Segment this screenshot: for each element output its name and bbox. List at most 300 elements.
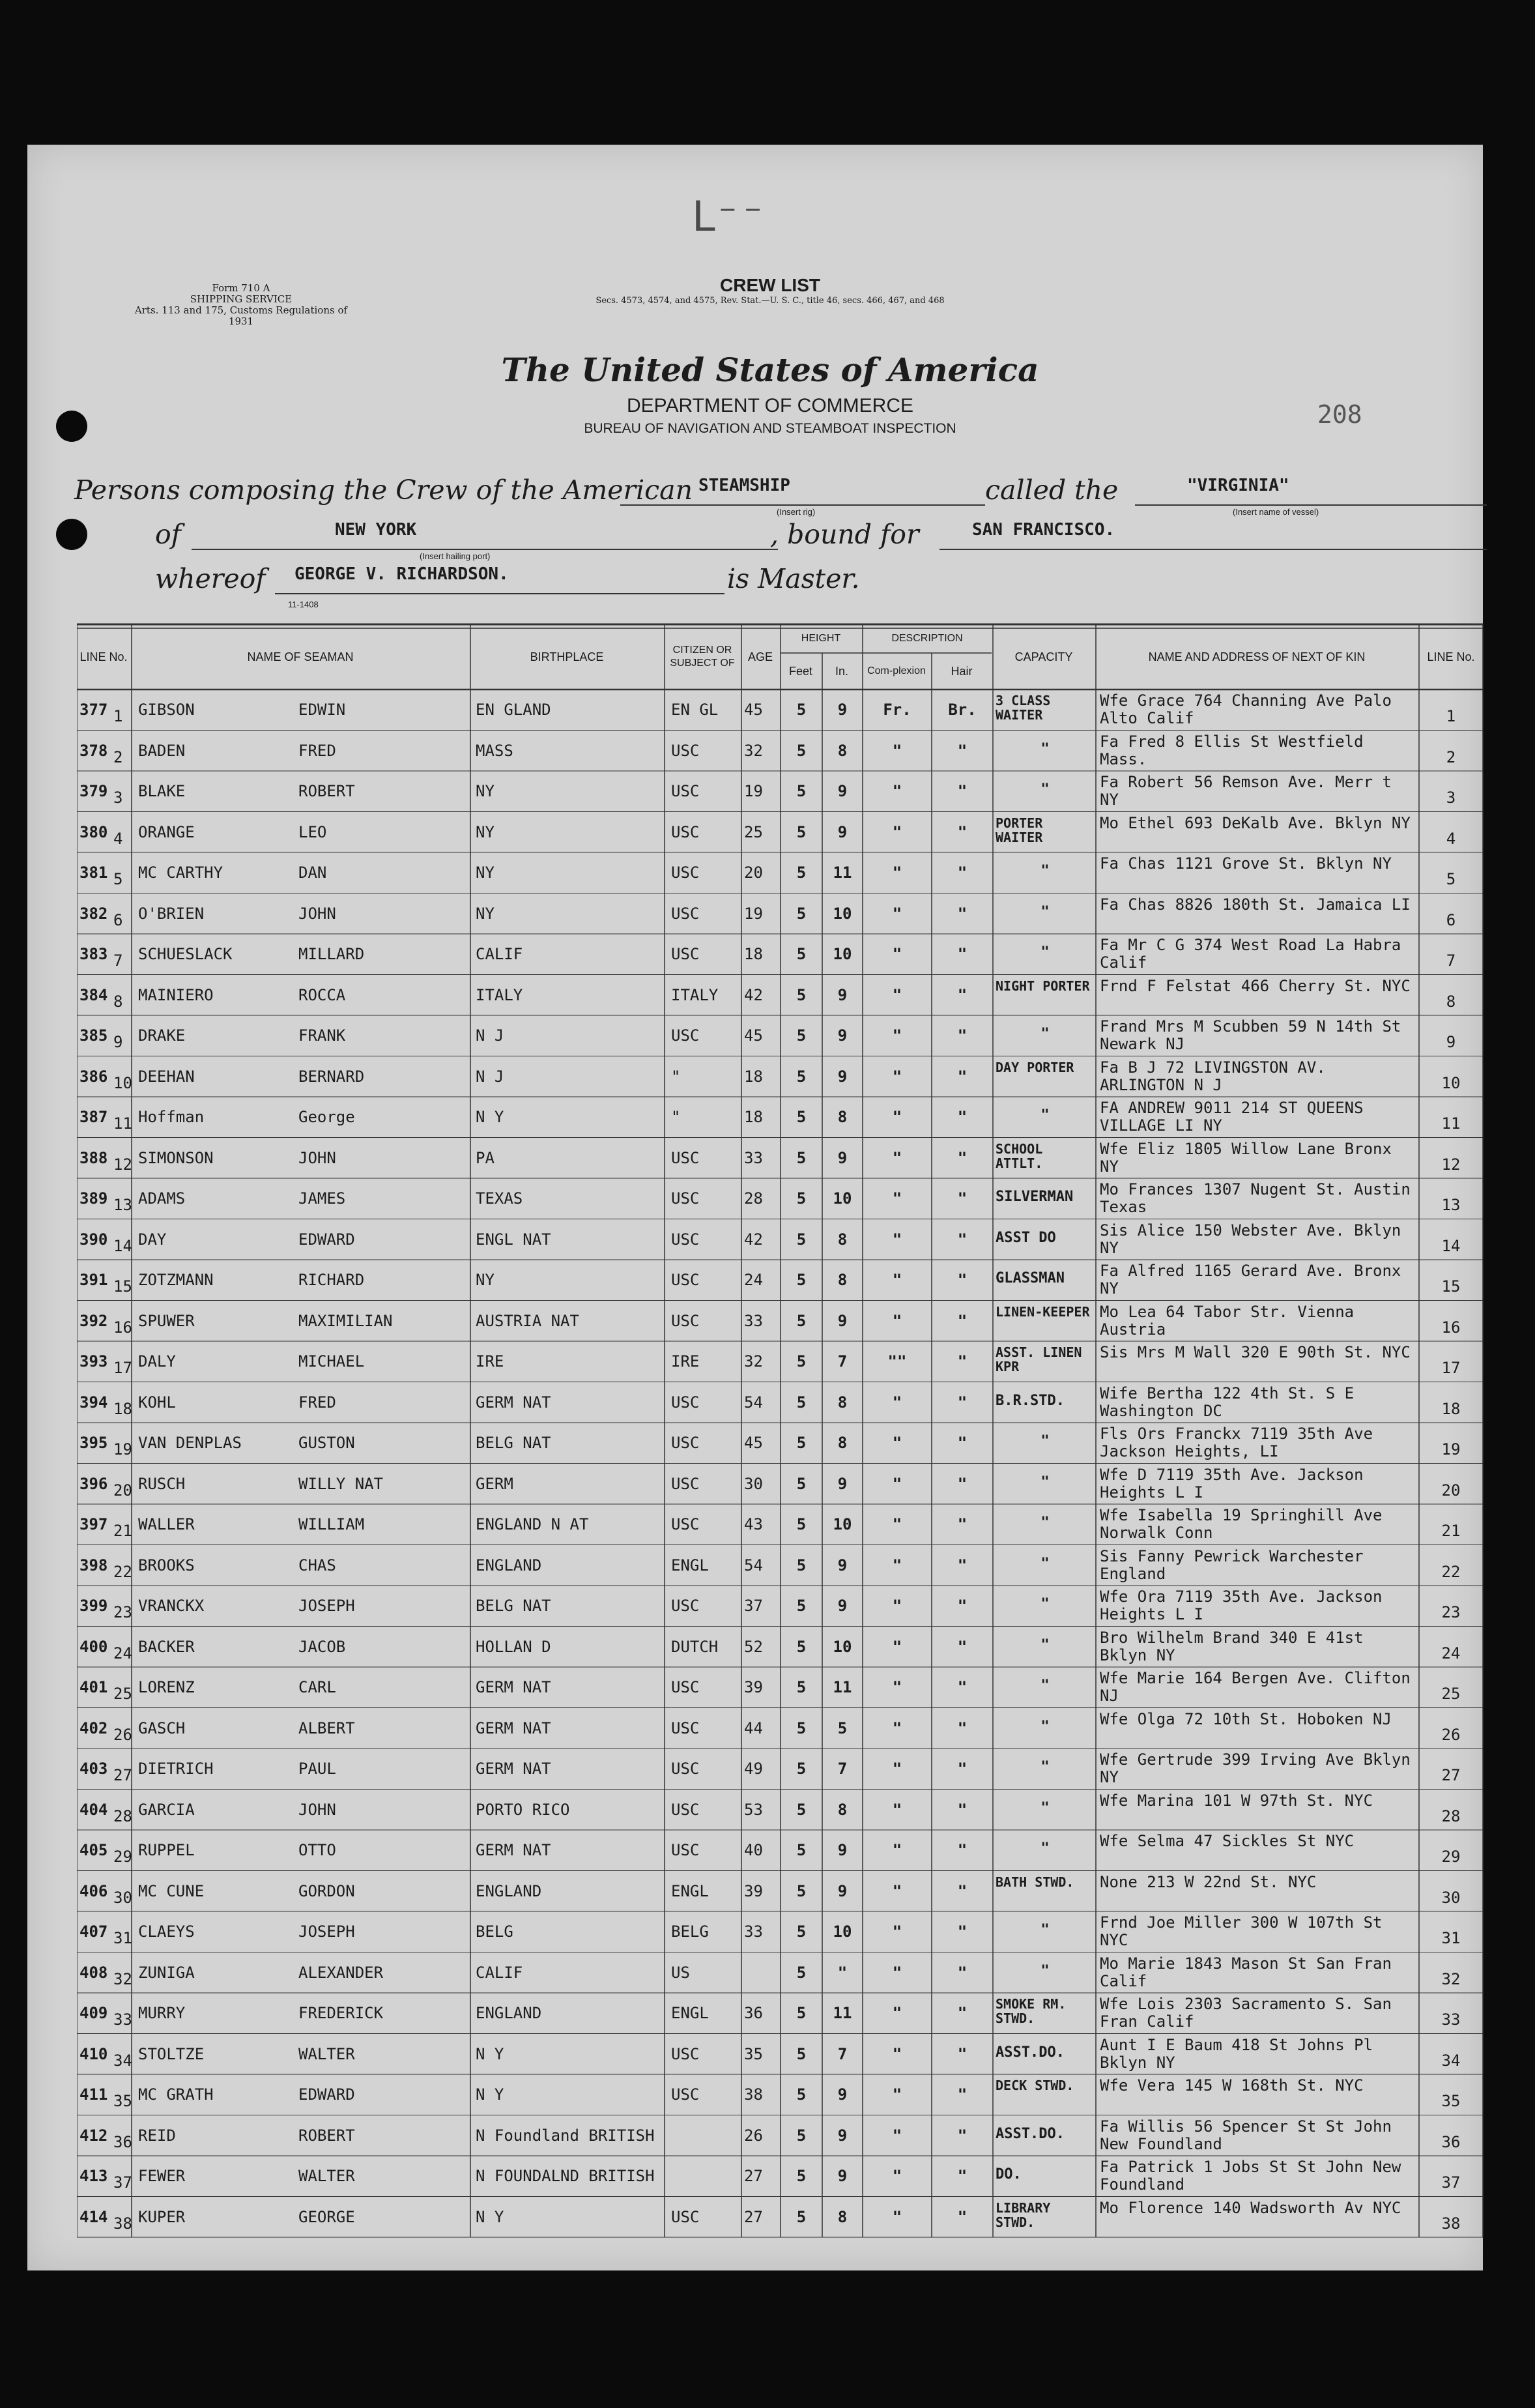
seaman-age: 43 [744,1516,763,1533]
seaman-complexion: " [892,1230,902,1248]
col-header-capacity: CAPACITY [1014,650,1073,663]
seaman-birthplace: GERM NAT [476,1393,551,1411]
seaman-birthplace: GERM NAT [476,1760,551,1777]
seaman-given-name: ALBERT [298,1719,355,1737]
seaman-hair: " [957,1719,968,1737]
row-line-no-right: 7 [1446,952,1456,969]
next-of-kin: Frnd Joe Miller 300 W 107th St NYC [1100,1914,1383,1949]
seaman-birthplace: PORTO RICO [476,1801,570,1818]
next-of-kin: Fa Chas 1121 Grove St. Bklyn NY [1100,855,1392,873]
row-serial: 413 [79,2168,108,2184]
seaman-citizenship: USC [671,1149,700,1167]
crew-list-title-block [588,275,953,306]
row-serial: 384 [79,986,108,1004]
row-serial: 393 [79,1353,108,1370]
statute-reference: Secs. 4573, 4574, and 4575, Rev. Stat.—U. S. C., title 46, secs. 466, 467, and 468 [595,296,945,306]
row-serial: 387 [79,1109,108,1125]
seaman-capacity: SILVERMAN [996,1190,1074,1205]
row-serial: 390 [79,1230,108,1248]
page-number: 208 [1317,400,1362,429]
seaman-birthplace: ENGLAND [476,1556,542,1574]
seaman-birthplace: N FOUNDALND BRITISH [476,2168,655,2184]
seaman-height-inches: 7 [837,1760,848,1777]
seaman-citizenship: USC [671,823,700,841]
row-line-no: 28 [113,1807,132,1825]
next-of-kin: Wfe Vera 145 W 168th St. NYC [1100,2077,1364,2095]
seaman-age: 30 [744,1475,763,1492]
next-of-kin: Sis Mrs M Wall 320 E 90th St. NYC [1100,1344,1411,1361]
seaman-birthplace: N Y [476,1109,504,1125]
seaman-given-name: EDWIN [298,701,346,718]
row-serial: 399 [79,1597,108,1614]
next-of-kin: Mo Ethel 693 DeKalb Ave. Bklyn NY [1100,814,1411,832]
seaman-hair: " [957,2086,968,2103]
row-serial: 379 [79,783,108,800]
seaman-surname: DALY [138,1353,176,1370]
seaman-citizenship: USC [671,1027,700,1044]
seaman-citizenship: USC [671,1760,700,1777]
punch-hole [56,411,87,442]
seaman-age: 18 [744,946,763,963]
row-line-no-right: 6 [1446,911,1456,929]
seaman-citizenship: USC [671,1230,700,1248]
seaman-surname: MURRY [138,2005,186,2022]
crew-list-document [27,145,1483,2270]
seaman-given-name: EDWARD [298,2086,355,2103]
seaman-height-feet: 5 [796,2126,807,2144]
seaman-citizenship: USC [671,905,700,922]
seaman-hair: " [957,1556,968,1574]
seaman-height-inches: 8 [837,1801,848,1818]
seaman-given-name: ROBERT [298,783,355,800]
seaman-citizenship: ITALY [671,986,719,1004]
row-line-no: 9 [113,1034,123,1051]
seaman-hair: " [957,1597,968,1614]
seaman-height-inches: 7 [837,1353,848,1370]
row-line-no: 21 [113,1522,132,1539]
row-line-no-right: 11 [1441,1115,1461,1132]
seaman-complexion: " [892,1719,902,1737]
seaman-hair: " [957,1679,968,1696]
seaman-complexion: " [892,1516,902,1533]
row-line-no: 2 [113,748,123,766]
seaman-hair: " [957,1230,968,1248]
row-serial: 394 [79,1393,108,1411]
seaman-age: 52 [744,1638,763,1655]
seaman-surname: LORENZ [138,1679,195,1696]
row-line-no-right: 17 [1441,1359,1461,1376]
row-line-no-right: 8 [1446,993,1456,1010]
seaman-capacity: " [1040,1475,1050,1490]
col-header-feet: Feet [788,665,813,678]
seaman-hair: " [957,1760,968,1777]
seaman-complexion: " [892,1597,902,1614]
seaman-citizenship: USC [671,742,700,759]
seaman-hair: " [957,823,968,841]
seaman-hair: " [957,1027,968,1044]
seaman-height-inches: 10 [833,946,852,963]
seaman-height-inches: 9 [837,2086,848,2103]
seaman-citizenship: USC [671,1271,700,1288]
seaman-citizenship: USC [671,1597,700,1614]
seaman-birthplace: ENGLAND N AT [476,1516,589,1533]
seaman-capacity: " [1040,1516,1050,1531]
seaman-given-name: BERNARD [298,1067,365,1085]
seaman-age: 33 [744,1149,763,1167]
next-of-kin: Wfe Isabella 19 Springhill Ave Norwalk Conn [1100,1507,1383,1542]
seaman-age: 39 [744,1882,763,1900]
seaman-capacity: " [1040,1719,1050,1735]
seaman-surname: BADEN [138,742,186,759]
row-line-no-right: 35 [1441,2093,1461,2110]
row-line-no-right: 14 [1441,1237,1461,1255]
seaman-capacity: ASST.DO. [996,2045,1065,2061]
seaman-height-feet: 5 [796,1719,807,1737]
next-of-kin: Wfe Gertrude 399 Irving Ave Bklyn NY [1100,1751,1411,1786]
seaman-surname: BACKER [138,1638,195,1655]
seaman-height-inches: 8 [837,1230,848,1248]
seaman-capacity: DO. [996,2168,1022,2183]
seaman-given-name: JOHN [298,905,336,922]
seaman-complexion: " [892,1882,902,1900]
seaman-complexion: " [892,783,902,800]
seaman-complexion: " [892,2126,902,2144]
seaman-citizenship: IRE [671,1353,700,1370]
seaman-complexion: " [892,946,902,963]
row-serial: 377 [79,701,108,718]
seaman-height-inches: 8 [837,1271,848,1288]
home-port-hint: (Insert hailing port) [420,551,491,561]
seaman-birthplace: NY [476,864,495,881]
row-line-no-right: 10 [1441,1074,1461,1092]
is-master-label: is Master. [727,563,860,594]
seaman-height-inches: 8 [837,1434,848,1451]
row-line-no-right: 31 [1441,1930,1461,1947]
row-line-no: 10 [113,1074,132,1092]
seaman-age: 28 [744,1190,763,1207]
row-serial: 382 [79,905,108,922]
col-header-citizen: CITIZEN OR SUBJECT OF [670,645,735,669]
seaman-surname: RUPPEL [138,1842,195,1859]
seaman-capacity: DAY PORTER [996,1060,1074,1075]
seaman-hair: " [957,1923,968,1940]
seaman-hair: " [957,905,968,922]
seaman-birthplace: PA [476,1149,495,1167]
next-of-kin: Wfe Lois 2303 Sacramento S. San Fran Calif [1100,1995,1392,2031]
seaman-complexion: " [892,1434,902,1451]
seaman-birthplace: NY [476,823,495,841]
seaman-hair: " [957,1271,968,1288]
seaman-age: 45 [744,1434,763,1451]
seaman-capacity: " [1040,905,1050,920]
seaman-birthplace: GERM NAT [476,1842,551,1859]
seaman-birthplace: MASS [476,742,513,759]
seaman-complexion: " [892,2086,902,2103]
seaman-height-feet: 5 [796,1923,807,1940]
seaman-height-inches: 9 [837,783,848,800]
seaman-surname: STOLTZE [138,2045,205,2063]
next-of-kin: Fa Patrick 1 Jobs St St John New Foundland [1100,2158,1401,2194]
seaman-height-inches: 8 [837,1393,848,1411]
seaman-citizenship: USC [671,864,700,881]
seaman-height-inches: " [837,1964,848,1981]
next-of-kin: Fa Fred 8 Ellis St Westfield Mass. [1100,733,1364,768]
country-title: The United States of America [501,351,1039,389]
seaman-given-name: MAXIMILIAN [298,1312,393,1329]
seaman-height-feet: 5 [796,2086,807,2103]
seaman-capacity: 3 CLASS WAITER [996,693,1051,723]
seaman-age: 42 [744,1230,763,1248]
seaman-capacity: LIBRARY STWD. [996,2200,1051,2230]
seaman-hair: " [957,2045,968,2063]
col-header-height: HEIGHT [801,633,841,644]
seaman-surname: GIBSON [138,701,195,718]
row-line-no: 13 [113,1197,132,1213]
seaman-given-name: FRED [298,742,336,759]
seaman-height-feet: 5 [796,2005,807,2022]
next-of-kin: Wfe Eliz 1805 Willow Lane Bronx NY [1100,1140,1392,1176]
seaman-age: 18 [744,1109,763,1125]
seaman-citizenship: " [671,1067,681,1085]
seaman-height-feet: 5 [796,1801,807,1818]
seaman-given-name: EDWARD [298,1230,355,1248]
seaman-capacity: " [1040,1434,1050,1449]
row-line-no: 15 [113,1278,132,1295]
next-of-kin: FA ANDREW 9011 214 ST QUEENS VILLAGE LI NY [1100,1099,1364,1135]
seaman-birthplace: N J [476,1027,504,1044]
seaman-citizenship: USC [671,1719,700,1737]
row-line-no: 18 [113,1400,132,1417]
seaman-hair: " [957,1638,968,1655]
seaman-given-name: CARL [298,1679,336,1696]
seaman-height-inches: 10 [833,1923,852,1940]
seaman-height-feet: 5 [796,1964,807,1981]
seaman-complexion: " [892,1964,902,1981]
seaman-surname: Hoffman [138,1109,205,1125]
seaman-given-name: FRANK [298,1027,346,1044]
seaman-capacity: " [1040,1109,1050,1124]
seaman-given-name: JOSEPH [298,1923,355,1940]
seaman-complexion: " [892,1923,902,1940]
row-line-no: 32 [113,1970,132,1988]
seaman-capacity: " [1040,1923,1050,1938]
seaman-height-feet: 5 [796,1556,807,1574]
row-line-no: 38 [113,2214,132,2232]
seaman-birthplace: IRE [476,1353,504,1370]
seaman-given-name: MILLARD [298,946,365,963]
seaman-citizenship: USC [671,1679,700,1696]
seaman-capacity: BATH STWD. [996,1874,1074,1890]
home-port-field [192,520,778,561]
row-line-no-right: 34 [1441,2052,1461,2069]
seaman-hair: " [957,1149,968,1167]
seaman-height-feet: 5 [796,1516,807,1533]
seaman-height-feet: 5 [796,1882,807,1900]
col-header-next-of-kin: NAME AND ADDRESS OF NEXT OF KIN [1148,650,1366,663]
seaman-given-name: George [298,1109,355,1125]
row-serial: 407 [79,1923,108,1940]
seaman-birthplace: TEXAS [476,1190,523,1207]
row-line-no-right: 21 [1441,1522,1461,1539]
seaman-height-feet: 5 [796,1190,807,1207]
seaman-height-feet: 5 [796,2208,807,2226]
seaman-age: 32 [744,742,763,759]
row-line-no: 11 [113,1115,132,1132]
seaman-age: 25 [744,823,763,841]
next-of-kin: Mo Florence 140 Wadsworth Av NYC [1100,2199,1401,2217]
seaman-citizenship: EN GL [671,701,719,718]
seaman-complexion: " [892,1556,902,1574]
crew-list-title: CREW LIST [720,275,820,295]
seaman-complexion: " [892,823,902,841]
seaman-age: 33 [744,1923,763,1940]
next-of-kin: Fa Alfred 1165 Gerard Ave. Bronx NY [1100,1262,1401,1298]
next-of-kin: Bro Wilhelm Brand 340 E 41st Bklyn NY [1100,1629,1364,1664]
vessel-hint: (Insert name of vessel) [1233,507,1319,517]
row-line-no: 29 [113,1848,132,1865]
seaman-age: 54 [744,1556,763,1574]
seaman-birthplace: N Foundland BRITISH [476,2126,655,2144]
seaman-surname: DAY [138,1230,167,1248]
seaman-hair: " [957,946,968,963]
row-line-no-right: 3 [1446,789,1456,806]
seaman-given-name: WILLIAM [298,1516,365,1533]
seaman-height-inches: 9 [837,986,848,1004]
seaman-capacity: " [1040,864,1050,879]
seaman-height-feet: 5 [796,1312,807,1329]
row-line-no: 35 [113,2093,132,2110]
row-line-no: 34 [113,2052,132,2069]
seaman-surname: SIMONSON [138,1149,214,1167]
punch-hole [56,519,87,550]
seaman-birthplace: NY [476,905,495,922]
seaman-height-inches: 9 [837,1067,848,1085]
seaman-complexion: " [892,2005,902,2022]
seaman-capacity: SMOKE RM. STWD. [996,1997,1067,2026]
seaman-height-inches: 9 [837,1556,848,1574]
row-line-no-right: 29 [1441,1848,1461,1865]
stamp-mark: ᒪ⁻⁻ [692,193,766,241]
seaman-given-name: ALEXANDER [298,1964,384,1981]
row-line-no: 30 [113,1889,132,1906]
row-serial: 404 [79,1801,108,1818]
row-line-no: 20 [113,1481,132,1499]
seaman-age: 32 [744,1353,763,1370]
seaman-birthplace: ENGL NAT [476,1230,551,1248]
seaman-given-name: GORDON [298,1882,355,1900]
seaman-height-feet: 5 [796,1149,807,1167]
row-serial: 405 [79,1842,108,1859]
seaman-surname: WALLER [138,1516,195,1533]
row-serial: 403 [79,1760,108,1777]
seaman-hair: " [957,1353,968,1370]
crew-table [77,619,1484,2242]
seaman-hair: " [957,2168,968,2184]
seaman-height-feet: 5 [796,1679,807,1696]
seaman-birthplace: AUSTRIA NAT [476,1312,579,1329]
seaman-citizenship: DUTCH [671,1638,719,1655]
seaman-height-feet: 5 [796,1842,807,1859]
row-serial: 414 [79,2208,108,2226]
seaman-height-feet: 5 [796,864,807,881]
row-serial: 400 [79,1638,108,1655]
row-line-no-right: 25 [1441,1685,1461,1702]
seaman-given-name: FRED [298,1393,336,1411]
seaman-capacity: NIGHT PORTER [996,978,1090,994]
seaman-complexion: " [892,1475,902,1492]
seaman-given-name: LEO [298,823,327,841]
seaman-capacity: LINEN-KEEPER [996,1304,1090,1320]
seaman-hair: " [957,1312,968,1329]
seaman-capacity: PORTER WAITER [996,815,1043,845]
seaman-height-inches: 8 [837,742,848,759]
rig-hint: (Insert rig) [777,507,816,517]
seaman-citizenship: USC [671,1801,700,1818]
seaman-surname: MC GRATH [138,2086,214,2103]
seaman-capacity: " [1040,1556,1050,1572]
seaman-height-inches: 9 [837,1312,848,1329]
row-serial: 408 [79,1964,108,1981]
seaman-height-feet: 5 [796,1475,807,1492]
seaman-height-inches: 9 [837,1149,848,1167]
row-serial: 378 [79,742,108,759]
row-line-no: 33 [113,2011,132,2028]
row-line-no-right: 27 [1441,1767,1461,1784]
row-serial: 389 [79,1190,108,1207]
seaman-given-name: JOHN [298,1801,336,1818]
col-header-age: AGE [747,650,773,663]
seaman-hair: " [957,864,968,881]
seaman-height-inches: 9 [837,701,848,718]
next-of-kin: Wfe Selma 47 Sickles St NYC [1100,1833,1355,1850]
col-header-line-no-right: LINE No. [1427,650,1475,663]
row-line-no: 24 [113,1644,132,1662]
row-line-no: 37 [113,2174,132,2191]
row-serial: 409 [79,2005,108,2022]
seaman-citizenship: BELG [671,1923,709,1940]
seaman-given-name: JOSEPH [298,1597,355,1614]
seaman-capacity: DECK STWD. [996,2078,1074,2093]
seaman-capacity: ASST.DO. [996,2126,1065,2142]
seaman-given-name: CHAS [298,1556,336,1574]
seaman-height-feet: 5 [796,1109,807,1125]
seaman-surname: MC CARTHY [138,864,223,881]
seaman-hair: " [957,1882,968,1900]
seaman-height-inches: 9 [837,823,848,841]
row-line-no-right: 37 [1441,2174,1461,2191]
print-code: 11-1408 [288,600,319,609]
seaman-capacity: " [1040,1964,1050,1979]
row-line-no: 8 [113,993,123,1010]
form-service: SHIPPING SERVICE [190,293,293,305]
seaman-complexion: " [892,1027,902,1044]
next-of-kin: Fa Robert 56 Remson Ave. Merr t NY [1100,774,1392,809]
destination-field [940,520,1487,550]
next-of-kin: Aunt I E Baum 418 St Johns Pl Bklyn NY [1100,2036,1373,2072]
row-line-no: 23 [113,1604,132,1621]
seaman-complexion: " [892,1679,902,1696]
row-line-no-right: 32 [1441,1970,1461,1988]
seaman-hair: " [957,2208,968,2226]
row-line-no-right: 5 [1446,871,1456,888]
seaman-complexion: " [892,2045,902,2063]
seaman-given-name: GUSTON [298,1434,355,1451]
seaman-age: 44 [744,1719,763,1737]
seaman-complexion: " [892,986,902,1004]
row-line-no: 22 [113,1563,132,1580]
seaman-height-inches: 10 [833,1516,852,1533]
rig-value: STEAMSHIP [698,476,790,495]
